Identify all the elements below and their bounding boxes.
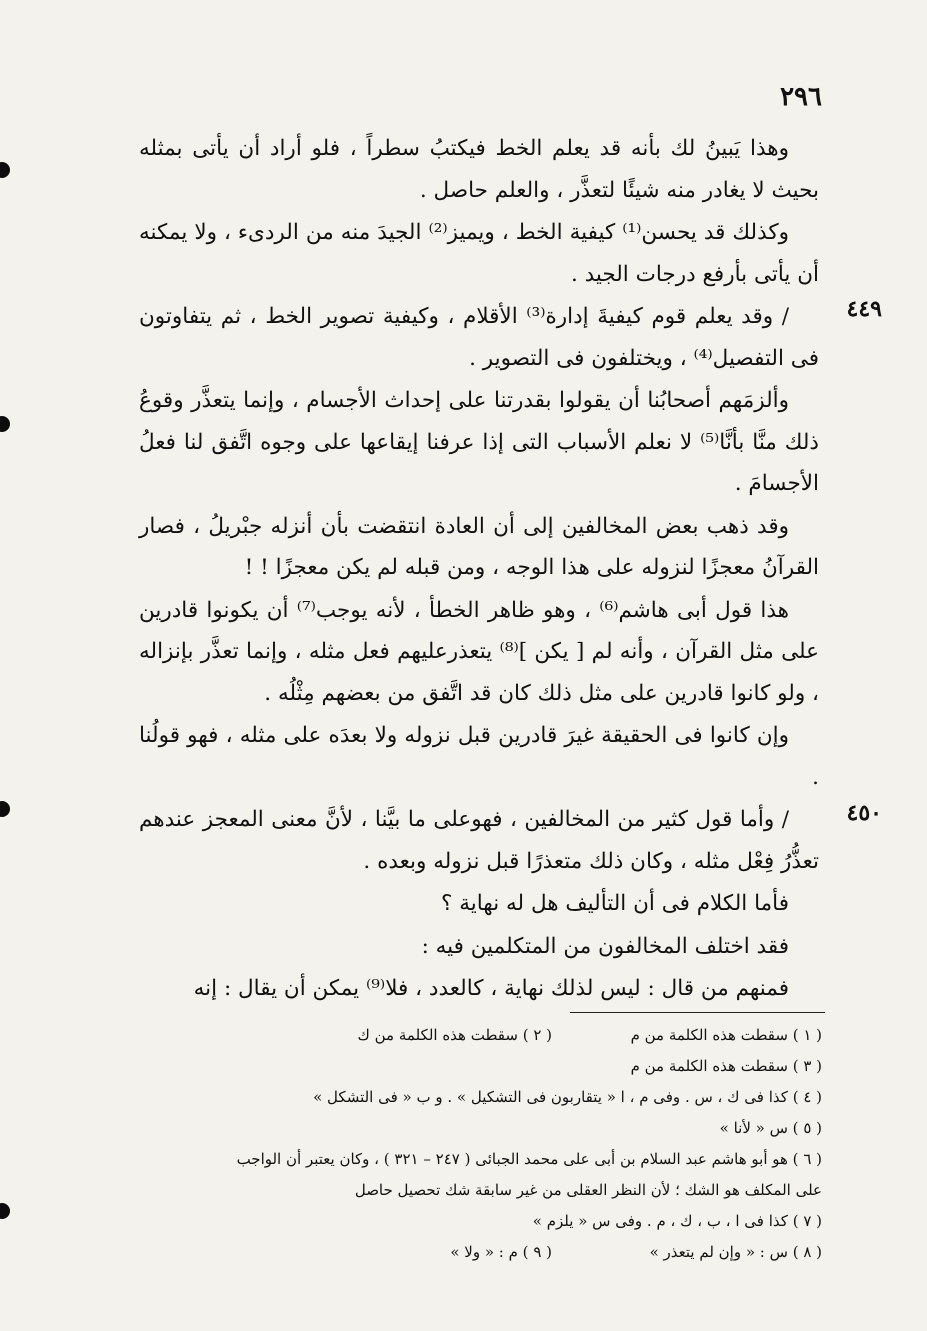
paragraph: فأما الكلام فى أن التأليف هل له نهاية ؟ <box>441 891 789 916</box>
footnotes <box>117 1020 822 1268</box>
paragraph: / وقد يعلم قوم كيفيةَ إدارة⁽³⁾ الأقلام ، وكيفية تصوير الخط ، ثم يتفاوتون فى التفصيل⁽⁴⁾ ، ويختلفون فى التصوير . <box>139 304 819 371</box>
footnote-3: ( ٣ ) سقطت هذه الكلمة من م <box>630 1057 822 1075</box>
paragraph: وهذا يَبينُ لك بأنه قد يعلم الخط فيكتبُ سطراً ، فلو أراد أن يأتى بمثله بحيث لا يغادر منه شيئًا لتعذَّر ، والعلم حاصل . <box>139 136 819 203</box>
footnote-6: ( ٦ ) هو أبو هاشم عبد السلام بن أبى على محمد الجبائى ( ٢٤٧ – ٣٢١ ) ، وكان يعتبر أن الواجب <box>236 1150 822 1168</box>
binding-hole <box>0 801 10 817</box>
footnote-6-continued: على المكلف هو الشك ؛ لأن النظر العقلى من غير سابقة شك تحصيل حاصل <box>354 1181 822 1199</box>
footnote-8: ( ٨ ) س : « وإن لم يتعذر » <box>649 1243 822 1261</box>
binding-hole <box>0 1203 10 1219</box>
paragraph: وألزمَهم أصحابُنا أن يقولوا بقدرتنا على إحداث الأجسام ، وإنما يتعذَّر وقوعُ ذلك منَّا بأنَّا⁽⁵⁾ لا نعلم الأسباب التى إذا عرفنا إيقاعها على وجوه اتَّفق لنا فعلُ الأجسامَ . <box>139 388 819 496</box>
paragraph: وقد ذهب بعض المخالفين إلى أن العادة انتقضت بأن أنزله جبْريلُ ، فصار القرآنُ معجزًا لنزوله على هذا الوجه ، ومن قبله لم يكن معجزًا ! ! <box>139 513 819 580</box>
binding-hole <box>0 416 10 432</box>
paragraph: هذا قول أبى هاشم⁽⁶⁾ ، وهو ظاهر الخطأ ، لأنه يوجب⁽⁷⁾ أن يكونوا قادرين على مثل القرآن ، وأنه لم [ يكن ]⁽⁸⁾ يتعذرعليهم فعل مثله ، وإنما تعذَّر بإنزاله ، ولو كانوا قادرين على مثل ذلك كان قد اتَّفق من بعضهم مِثْلُه . <box>139 597 819 706</box>
paragraph: / وأما قول كثير من المخالفين ، فهوعلى ما بيَّنا ، لأنَّ معنى المعجز عندهم تعذُّرُ فِعْل مثله ، وكان ذلك متعذرًا قبل نزوله وبعده . <box>139 807 819 874</box>
binding-hole <box>0 162 10 178</box>
footnote-1: ( ١ ) سقطت هذه الكلمة من م <box>630 1026 822 1044</box>
paragraph: وإن كانوا فى الحقيقة غيرَ قادرين قبل نزوله ولا بعدَه على مثله ، فهو قولُنا . <box>139 723 819 790</box>
page-number: ٢٩٦ <box>780 82 822 112</box>
footnote-5: ( ٥ ) س « لأنا » <box>719 1119 822 1137</box>
paragraph: فمنهم من قال : ليس لذلك نهاية ، كالعدد ، فلا⁽⁹⁾ يمكن أن يقال : إنه <box>193 976 789 1001</box>
footnote-9: ( ٩ ) م : « ولا » <box>450 1243 552 1261</box>
margin-number-450: ٤٥٠ <box>846 800 882 826</box>
paragraph: وكذلك قد يحسن⁽¹⁾ كيفية الخط ، ويميز⁽²⁾ الجيدَ منه من الردىء ، ولا يمكنه أن يأتى بأرفع درجات الجيد . <box>139 220 819 287</box>
paragraph: فقد اختلف المخالفون من المتكلمين فيه : <box>421 933 789 959</box>
footnote-4: ( ٤ ) كذا فى ك ، س . وفى م ، ا « يتقاربون فى التشكيل » . و ب « فى التشكل » <box>313 1088 822 1106</box>
footnote-2: ( ٢ ) سقطت هذه الكلمة من ك <box>357 1026 552 1044</box>
footnote-divider <box>570 1012 825 1013</box>
margin-number-449: ٤٤٩ <box>846 296 882 322</box>
footnote-7: ( ٧ ) كذا فى ا ، ب ، ك ، م . وفى س « يلزم » <box>532 1212 822 1230</box>
main-text <box>139 128 819 1011</box>
